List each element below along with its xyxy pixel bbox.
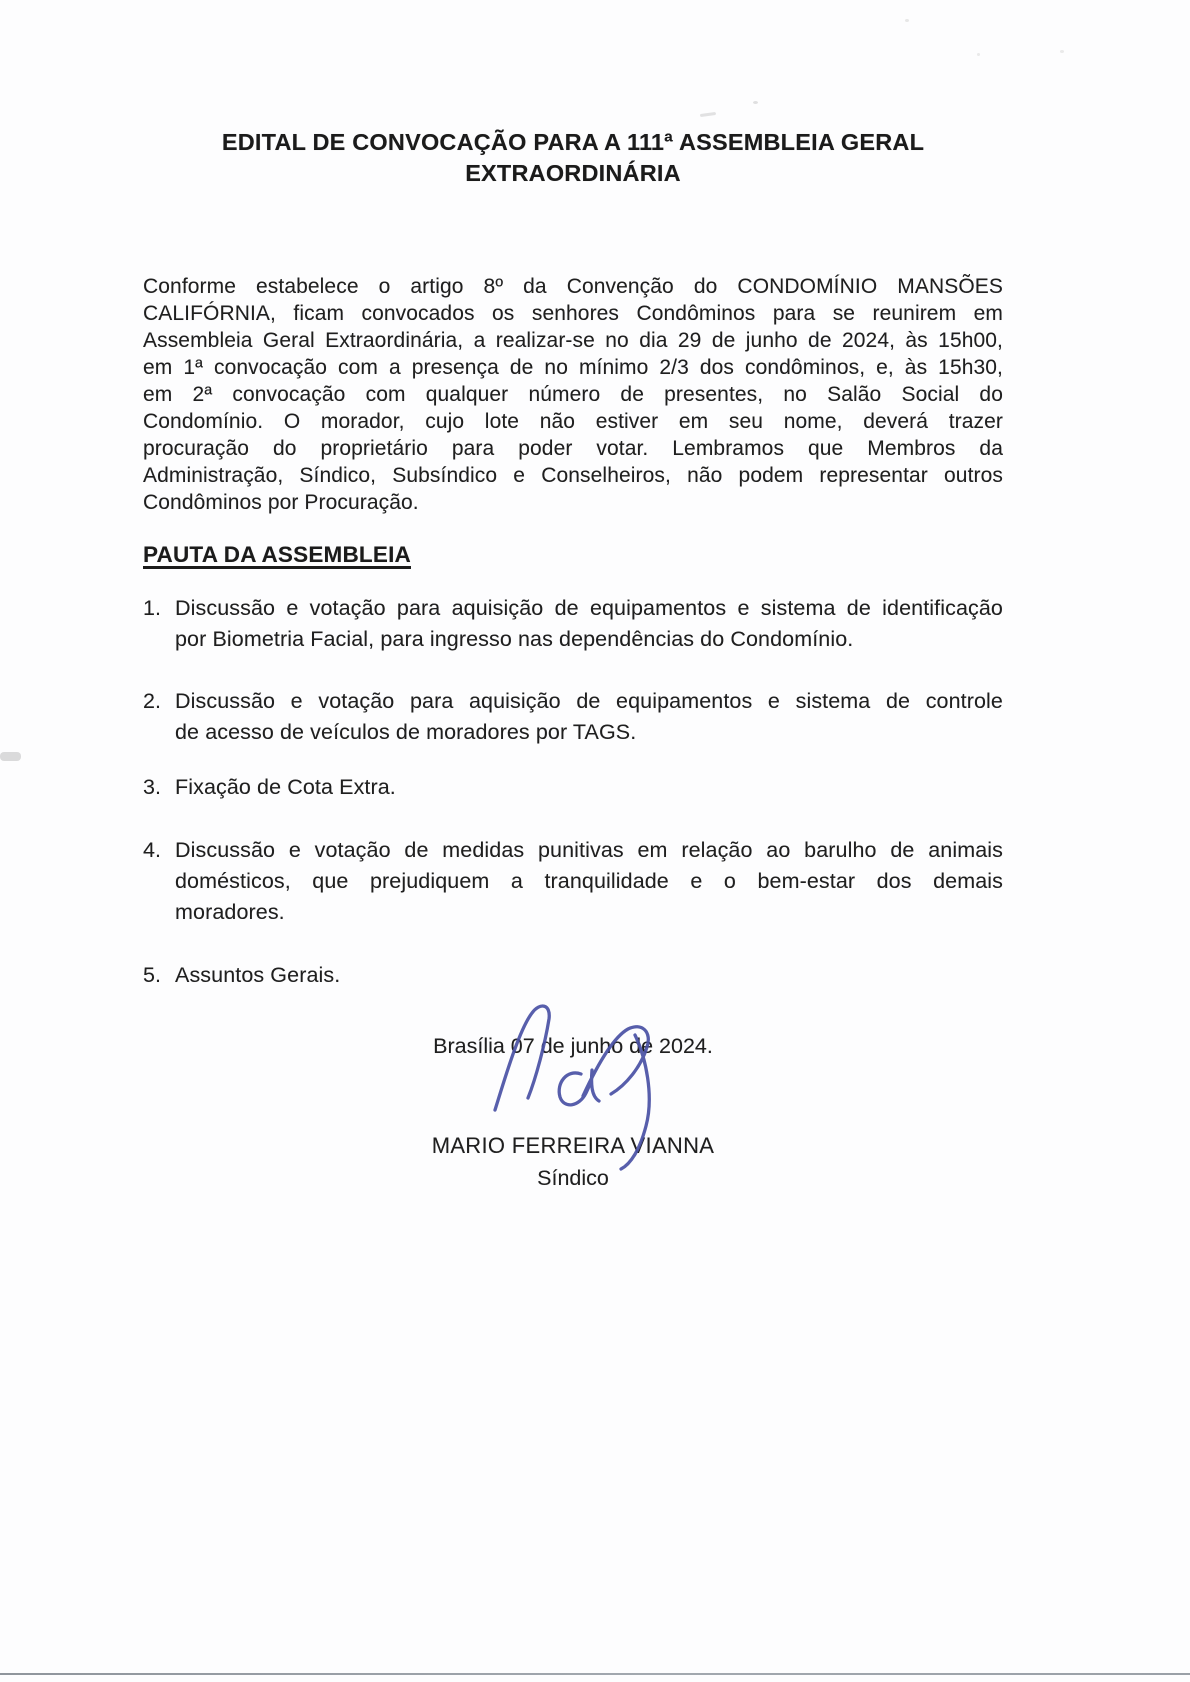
intro-paragraph — [143, 273, 1003, 516]
intro-line: CALIFÓRNIA, ficam convocados os senhores Condôminos para se reunirem em — [143, 302, 1003, 325]
item-text: Discussão e votação de medidas punitivas em relação ao barulho de animais domésticos, que prejudiquem a tranquilidade e o bem-estar dos demais moradores. — [175, 838, 1003, 924]
scanner-edge-line — [0, 1673, 1190, 1675]
document-body — [143, 0, 1003, 1192]
item-number: 1. — [143, 596, 162, 620]
item-number: 2. — [143, 689, 162, 713]
item-number: 4. — [143, 838, 162, 862]
item-text: Discussão e votação para aquisição de equipamentos e sistema de controle de acesso de veículos de moradores por TAGS. — [175, 689, 1003, 744]
agenda-item-3 — [143, 772, 1003, 803]
intro-line: procuração do proprietário para poder votar. Lembramos que Membros da — [143, 437, 1003, 460]
scan-speck — [977, 53, 980, 56]
scan-smudge — [0, 752, 21, 761]
intro-line: Condôminos por Procuração. — [143, 491, 419, 514]
agenda-item-4 — [143, 835, 1003, 928]
title-line-1: EDITAL DE CONVOCAÇÃO PARA A 111ª ASSEMBLEIA GERAL — [221, 129, 925, 155]
title-line-2: EXTRAORDINÁRIA — [465, 160, 681, 186]
item-number: 5. — [143, 963, 162, 987]
agenda-item-1 — [143, 593, 1003, 655]
agenda-item-5 — [143, 960, 1003, 991]
agenda-item-2 — [143, 686, 1003, 748]
intro-line: em 1ª convocação com a presença de no mínimo 2/3 dos condôminos, e, às 15h30, — [143, 356, 1003, 379]
signer-name: MARIO FERREIRA VIANNA — [431, 1133, 715, 1158]
intro-line: Assembleia Geral Extraordinária, a realizar-se no dia 29 de junho de 2024, às 15h00, — [143, 329, 1003, 352]
signer-role: Síndico — [537, 1166, 609, 1190]
intro-line: Administração, Síndico, Subsíndico e Conselheiros, não podem representar outros — [143, 464, 1003, 487]
intro-line: Conforme estabelece o artigo 8º da Convenção do CONDOMÍNIO MANSÕES — [143, 275, 1003, 298]
intro-line: em 2ª convocação com qualquer número de presentes, no Salão Social do — [143, 383, 1003, 406]
intro-line: Condomínio. O morador, cujo lote não estiver em seu nome, deverá trazer — [143, 410, 1003, 433]
item-number: 3. — [143, 775, 162, 799]
scan-speck — [905, 19, 909, 22]
item-text: Assuntos Gerais. — [175, 963, 341, 987]
dateline: Brasília 07 de junho de 2024. — [433, 1034, 713, 1058]
item-text: Discussão e votação para aquisição de equipamentos e sistema de identificação por Biometria Facial, para ingresso nas dependências do Condomínio. — [175, 596, 1003, 651]
agenda-heading: PAUTA DA ASSEMBLEIA — [143, 542, 411, 567]
scan-speck — [753, 101, 758, 104]
agenda-list — [143, 593, 1003, 991]
item-text: Fixação de Cota Extra. — [175, 775, 396, 799]
scan-speck — [1060, 50, 1064, 53]
document-title — [143, 127, 1003, 189]
